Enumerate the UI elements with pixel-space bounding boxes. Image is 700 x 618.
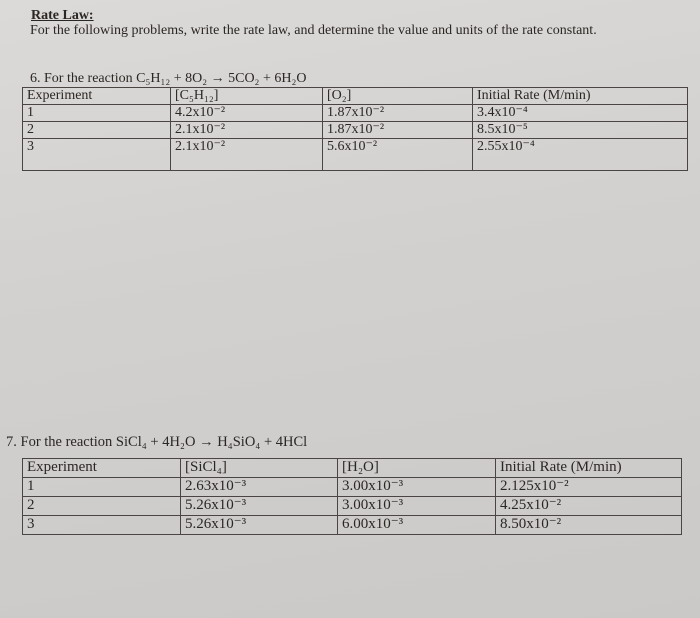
- table-cell: 5.6x10⁻²: [323, 139, 473, 171]
- table-row: [23, 497, 682, 516]
- table-cell: 1: [23, 105, 171, 122]
- problem-6-label: 6. For the reaction C₅H₁₂ + 8O₂ → 5CO₂ + 6H₂O: [30, 71, 307, 86]
- instructions: For the following problems, write the rate law, and determine the value and units of the rate constant.: [30, 23, 597, 38]
- table-header-row: [23, 88, 688, 105]
- table-row: [23, 139, 688, 171]
- header-cell: Experiment: [23, 88, 171, 105]
- table-row: [23, 478, 682, 497]
- table-cell: 5.26x10⁻³: [181, 516, 338, 535]
- header-cell: [C₅H₁₂]: [171, 88, 323, 105]
- table-cell: 3: [23, 139, 171, 171]
- table-cell: 2.1x10⁻²: [171, 139, 323, 171]
- table-cell: 1.87x10⁻²: [323, 105, 473, 122]
- table-cell: 2: [23, 122, 171, 139]
- header-cell: [O₂]: [323, 88, 473, 105]
- table-cell: 2: [23, 497, 181, 516]
- problem-6-table: [22, 87, 688, 171]
- table-cell: 8.50x10⁻²: [496, 516, 682, 535]
- table-cell: 3.4x10⁻⁴: [473, 105, 688, 122]
- problem-7-table: [22, 458, 682, 535]
- header-cell: Initial Rate (M/min): [496, 459, 682, 478]
- section-heading: Rate Law:: [31, 8, 94, 23]
- header-cell: [SiCl₄]: [181, 459, 338, 478]
- header-cell: Experiment: [23, 459, 181, 478]
- table-cell: 5.26x10⁻³: [181, 497, 338, 516]
- header-cell: Initial Rate (M/min): [473, 88, 688, 105]
- table-cell: 4.25x10⁻²: [496, 497, 682, 516]
- table-cell: 6.00x10⁻³: [338, 516, 496, 535]
- table-cell: 1: [23, 478, 181, 497]
- table-cell: 3.00x10⁻³: [338, 478, 496, 497]
- table-cell: 3: [23, 516, 181, 535]
- table-cell: 8.5x10⁻⁵: [473, 122, 688, 139]
- table-cell: 2.55x10⁻⁴: [473, 139, 688, 171]
- problem-7-label: 7. For the reaction SiCl₄ + 4H₂O → H₄SiO₄ + 4HCl: [6, 434, 308, 450]
- table-cell: 2.63x10⁻³: [181, 478, 338, 497]
- table-cell: 2.1x10⁻²: [171, 122, 323, 139]
- table-row: [23, 122, 688, 139]
- table-cell: 3.00x10⁻³: [338, 497, 496, 516]
- table-cell: 2.125x10⁻²: [496, 478, 682, 497]
- table-row: [23, 516, 682, 535]
- table-row: [23, 105, 688, 122]
- table-cell: 1.87x10⁻²: [323, 122, 473, 139]
- table-header-row: [23, 459, 682, 478]
- table-cell: 4.2x10⁻²: [171, 105, 323, 122]
- header-cell: [H₂O]: [338, 459, 496, 478]
